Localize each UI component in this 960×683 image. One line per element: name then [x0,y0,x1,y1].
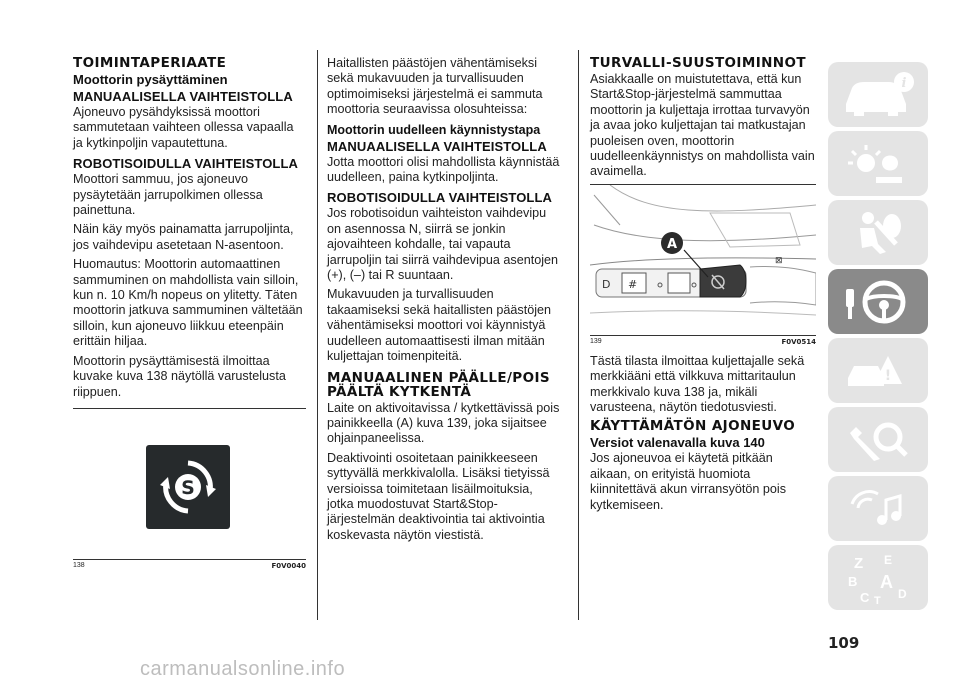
figure-code: F0V0040 [271,561,306,570]
figure-code: F0V0514 [781,337,816,346]
emergency-crash-icon [838,346,918,396]
dashboard-button-panel-illustration [590,185,816,335]
column-divider [317,50,318,620]
page-number: 109 [828,634,860,652]
car-info-icon [838,70,918,120]
figure-138 [73,408,306,570]
subheading-uudelleen-kaynnistystapa: Moottorin uudelleen käynnistystapa [327,122,541,137]
index-letter: B [848,573,858,589]
paragraph: Mukavuuden ja turvallisuuden takaamiseksi sekä haitallisten päästöjen vähentämiseksi moottori voi käynnistyä uudelleen automaattisesti ilman mitään kuljettajan toimenpiteitä. [327,287,552,364]
index-letter: D [898,586,907,601]
maintenance-tools-icon [838,415,918,465]
figure-bottom-rule [73,559,306,560]
paragraph: Deaktivointi osoitetaan painikkeeseen syttyvällä merkkivalolla. Lisäksi tietyissä versioissa toimitetaan lisäilmoituksia, jotka muodostuvat Start&Stop-järjestelmän deaktivointia tai aktivointia koskevasta näytön viestistä. [327,450,550,542]
paragraph: Asiakkaalle on muistutettava, että kun Start&Stop-järjestelmä sammuttaa moottorin ja kuljettaja irrottaa turvavyön ja avaa joko kuljettajan tai matkustajan puoleisen oven, moottorin uudelleenkäynnistys on mahdollista vain avaimella. [590,72,815,179]
sidebar-tab-emergency[interactable] [828,338,928,403]
subheading-moottorin-pysayttaminen: Moottorin pysäyttäminen [73,72,228,87]
paragraph: Tästä tilasta ilmoittaa kuljettajalle sekä merkkiääni että vilkkuva mittaritaulun merkkivalo kuva 138 ja, mikäli varusteena, näytön tiedotusviesti. [590,353,805,415]
figure-caption [73,562,306,570]
section-title-manuaalinen: MANUAALINEN PÄÄLLE/POIS PÄÄLTÄ KYTKENTÄ [327,369,550,400]
subheading-versiot-valenavalla: Versiot valenavalla kuva 140 [590,435,765,451]
figure-139 [590,184,816,346]
subheading-robotisoidulla: ROBOTISOIDULLA VAIHTEISTOLLA [327,190,552,206]
column-left [73,56,306,570]
figure-caption [590,338,816,346]
subheading-manuaalisella: MANUAALISELLA VAIHTEISTOLLA [327,138,547,154]
callout-label-a: A [666,236,678,252]
warning-lights-icon [838,139,918,189]
paragraph: Huomautus: Moottorin automaattinen sammuminen on mahdollista vain silloin, kun n. 10 Km/h nopeus on ylitetty. Täten moottorin jatkuva sammuminen vältetään silloin, kun ajoneuvo liikkuu eteenpäin erittäin hiljaa. [73,257,303,349]
paragraph: Moottorin pysäyttämisestä ilmoittaa kuvake kuva 138 näytöllä varustelusta riippuen. [73,353,286,399]
sidebar-tab-maintenance[interactable] [828,407,928,472]
index-letter: Z [854,554,864,572]
sidebar-tab-car-info[interactable] [828,62,928,127]
svg-text:S: S [181,476,195,499]
column-divider [578,50,579,620]
sidebar-tab-index[interactable] [828,545,928,610]
svg-text:!: ! [884,367,892,384]
multimedia-icon [838,484,918,534]
paragraph: Laite on aktivoitavissa / kytkettävissä pois painikkeella (A) kuva 139, joka sijaitsee ohjainpaneelissa. [327,400,560,446]
column-middle [327,56,562,547]
paragraph: Jotta moottori olisi mahdollista käynnistää uudelleen, paina kytkinpoljinta. [327,154,560,185]
paragraph: Jos ajoneuvoa ei käytetä pitkään aikaan, on erityistä huomiota kiinnitettävä akun virransyötön pois kytkemiseen. [590,451,787,512]
index-letter: E [884,552,893,567]
start-stop-off-icon [146,445,230,529]
index-letters-icon [838,550,918,606]
sidebar-tab-warning-lights[interactable] [828,131,928,196]
paragraph: Näin käy myös painamatta jarrupoljinta, jos vaihdevipu asetetaan N-asentoon. [73,222,294,252]
section-title-turvallisuustoiminnot: TURVALLI-SUUSTOIMINNOT [590,55,806,71]
paragraph: Moottori sammuu, jos ajoneuvo pysäytetään jarrupolkimen ollessa painettuna. [73,172,263,218]
column-right [590,56,816,517]
paragraph: Haitallisten päästöjen vähentämiseksi sekä mukavuuden ja turvallisuuden optimoimiseksi järjestelmä ei sammuta moottoria seuraavissa olosuhteissa: [327,56,543,117]
svg-text:i: i [901,75,907,91]
safety-airbag-icon [838,208,918,258]
paragraph: Ajoneuvo pysähdyksissä moottori sammutetaan vaihteen ollessa vapaalla ja kytkinpoljin vapautettuna. [73,105,294,150]
section-title-toimintaperiaate: TOIMINTAPERIAATE [73,55,227,71]
section-title-kayttamaton-ajoneuvo: KÄYTTÄMÄTÖN AJONEUVO [590,418,796,435]
index-letter: A [880,571,893,592]
subheading-robotisoidulla: ROBOTISOIDULLA VAIHTEISTOLLA [73,156,298,172]
watermark: carmanualsonline.info [140,658,346,680]
index-letter: T [874,594,881,606]
svg-text:⊠: ⊠ [775,255,783,266]
sidebar-tab-steering[interactable] [828,269,928,334]
svg-text:D: D [602,277,611,291]
paragraph: Jos robotisoidun vaihteiston vaihdevipu on asennossa N, siirrä se jonkin ajovaihteen kohdalle, tai vapauta jarrupoljin tai siirrä vaihdevipua asentojen (+), (–) tai R suuntaan. [327,206,559,283]
svg-text:#: # [628,277,638,291]
sidebar-tab-safety[interactable] [828,200,928,265]
figure-number: 139 [590,337,602,345]
figure-number: 138 [73,561,85,569]
steering-wheel-icon [838,277,918,327]
index-letter: C [860,589,870,605]
sidebar-tab-multimedia[interactable] [828,476,928,541]
subheading-manuaalisella: MANUAALISELLA VAIHTEISTOLLA [73,89,293,104]
